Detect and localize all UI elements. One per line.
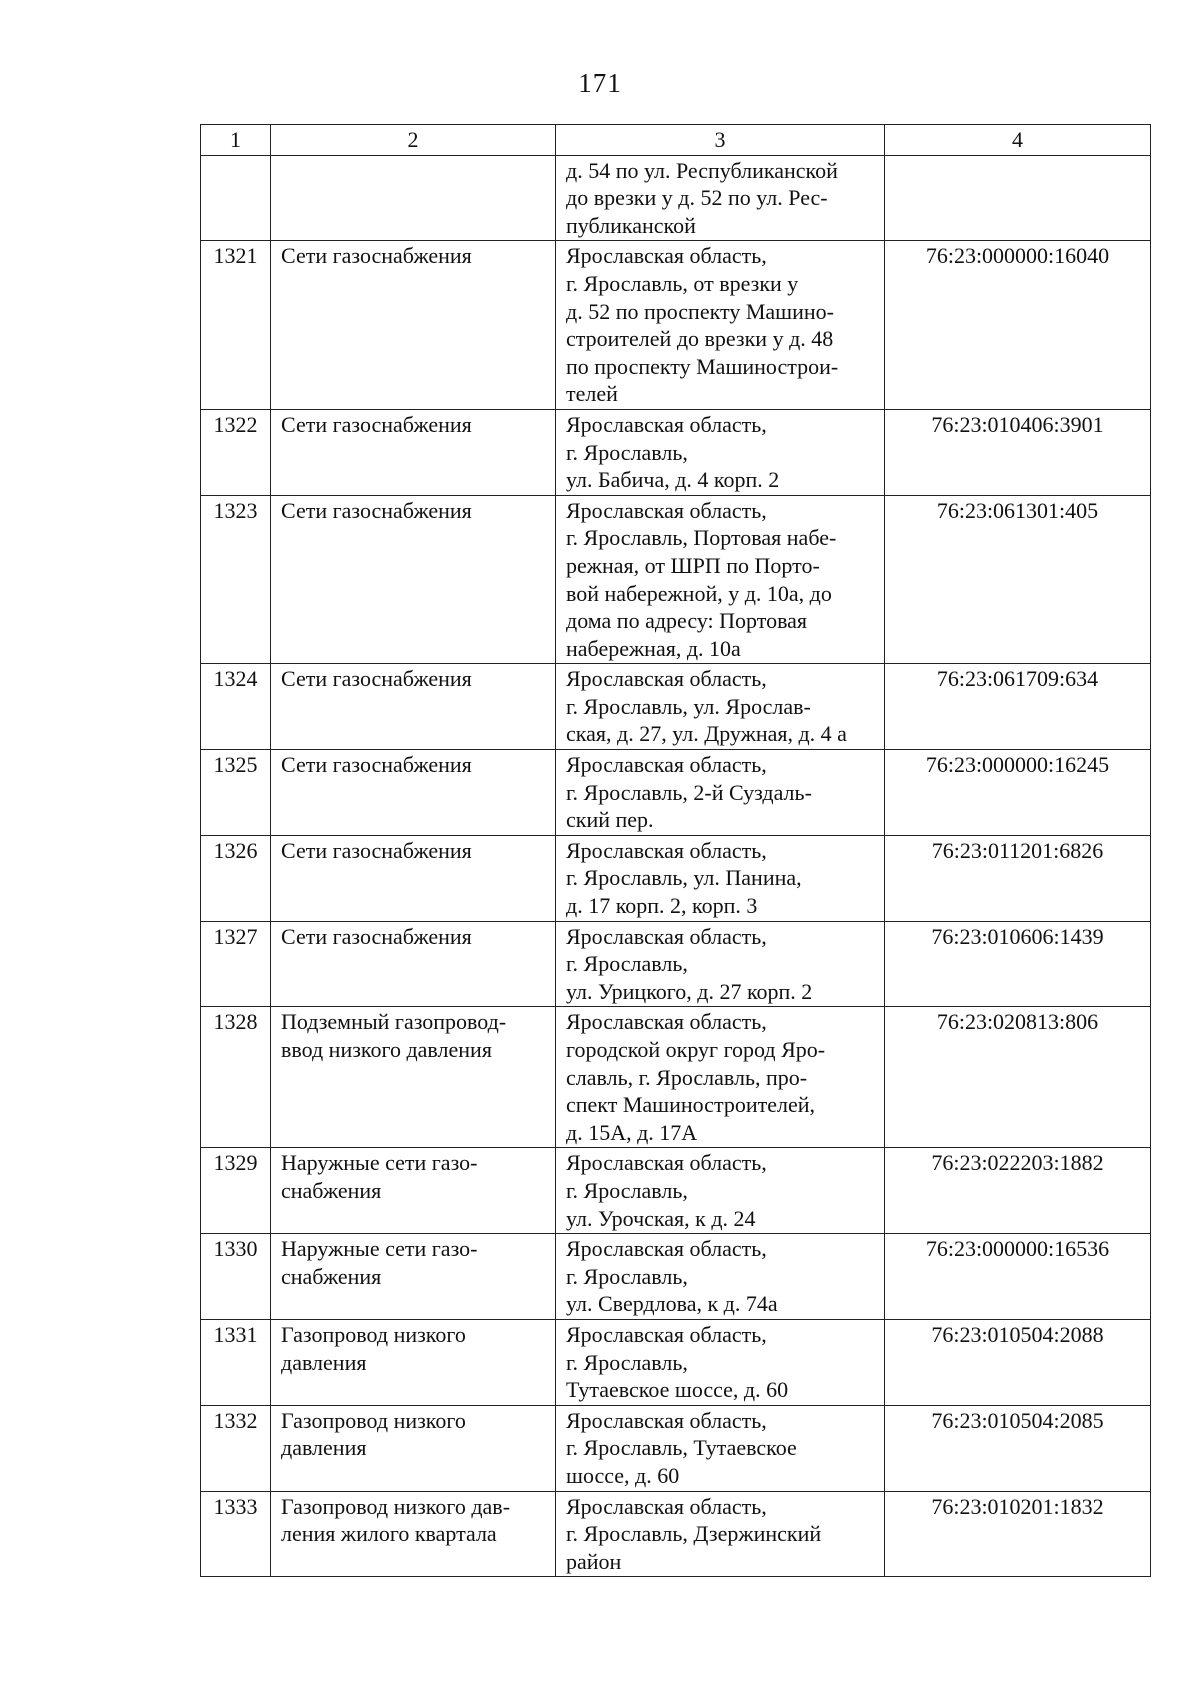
object-address-line: Ярославская область, [566, 666, 767, 692]
cadastral-number: 76:23:000000:16536 [885, 1234, 1151, 1320]
object-address-line: г. Ярославль, от врезки у [566, 270, 799, 296]
object-address-line: спект Машиностроителей, [566, 1092, 815, 1118]
row-number: 1330 [201, 1234, 271, 1320]
object-name-line: давления [281, 1435, 367, 1461]
object-address-line: публиканской [566, 212, 696, 238]
object-address-line: Ярославская область, [566, 1407, 767, 1433]
object-address-line: г. Ярославль, [566, 439, 688, 465]
object-name-line: Сети газоснабжения [281, 666, 472, 692]
object-address-line: г. Ярославль, [566, 1349, 688, 1375]
object-name-line: ления жилого квартала [281, 1521, 497, 1547]
row-number: 1329 [201, 1148, 271, 1234]
table-row [201, 1405, 1151, 1491]
row-number: 1325 [201, 750, 271, 836]
row-number: 1321 [201, 241, 271, 410]
object-name-line: Наружные сети газо- [281, 1150, 478, 1176]
object-address-line: г. Ярославль, ул. Ярослав- [566, 693, 811, 719]
row-number: 1331 [201, 1319, 271, 1405]
object-address-line: г. Ярославль, ул. Панина, [566, 865, 802, 891]
object-name-line: Наружные сети газо- [281, 1236, 478, 1262]
cadastral-number: 76:23:010201:1832 [885, 1491, 1151, 1577]
object-address-line: Ярославская область, [566, 1493, 767, 1519]
object-name [271, 664, 556, 750]
object-address-line: г. Ярославль, Тутаевское [566, 1435, 797, 1461]
object-address-line: Ярославская область, [566, 923, 767, 949]
object-address-line: строителей до врезки у д. 48 [566, 326, 834, 352]
table-row [201, 750, 1151, 836]
object-name-line: снабжения [281, 1177, 382, 1203]
row-number: 1332 [201, 1405, 271, 1491]
table-row [201, 1491, 1151, 1577]
table-row [201, 835, 1151, 921]
row-number [201, 155, 271, 241]
object-address-line: Ярославская область, [566, 1009, 767, 1035]
object-address-line: д. 15А, д. 17А [566, 1119, 698, 1145]
object-name-line: Сети газоснабжения [281, 837, 472, 863]
object-address [556, 750, 885, 836]
row-number: 1322 [201, 409, 271, 495]
object-name [271, 495, 556, 664]
object-name-line: Подземный газопровод- [281, 1009, 507, 1035]
object-name-line: снабжения [281, 1263, 382, 1289]
object-address-line: до врезки у д. 52 по ул. Рес- [566, 185, 828, 211]
object-address-line: г. Ярославль, 2-й Суздаль- [566, 779, 812, 805]
cadastral-number: 76:23:000000:16245 [885, 750, 1151, 836]
row-number: 1328 [201, 1007, 271, 1148]
column-header-1: 1 [201, 125, 271, 156]
object-address-line: д. 52 по проспекту Машино- [566, 298, 834, 324]
object-name-line: Сети газоснабжения [281, 497, 472, 523]
object-address-line: Ярославская область, [566, 1150, 767, 1176]
row-number: 1333 [201, 1491, 271, 1577]
object-address-line: район [566, 1548, 622, 1574]
table-row [201, 1007, 1151, 1148]
cadastral-number: 76:23:020813:806 [885, 1007, 1151, 1148]
object-address-line: ул. Урочская, к д. 24 [566, 1205, 756, 1231]
object-name-line: Сети газоснабжения [281, 923, 472, 949]
object-address-line: д. 54 по ул. Республиканской [566, 157, 838, 183]
object-name [271, 241, 556, 410]
cadastral-number: 76:23:010504:2085 [885, 1405, 1151, 1491]
cadastral-number: 76:23:061301:405 [885, 495, 1151, 664]
object-name [271, 921, 556, 1007]
cadastral-number [885, 155, 1151, 241]
object-address-line: ский пер. [566, 807, 654, 833]
object-address-line: по проспекту Машинострои- [566, 353, 839, 379]
column-header-4: 4 [885, 125, 1151, 156]
page-number: 171 [578, 68, 622, 98]
table-row [201, 921, 1151, 1007]
table-row [201, 664, 1151, 750]
table-row [201, 409, 1151, 495]
object-address-line: г. Ярославль, [566, 951, 688, 977]
table-row [201, 495, 1151, 664]
object-address-line: шоссе, д. 60 [566, 1462, 680, 1488]
object-name [271, 1491, 556, 1577]
object-address-line: ул. Бабича, д. 4 корп. 2 [566, 467, 780, 493]
object-name-line: Сети газоснабжения [281, 243, 472, 269]
row-number: 1326 [201, 835, 271, 921]
object-address [556, 921, 885, 1007]
object-address-line: г. Ярославль, Дзержинский [566, 1521, 822, 1547]
column-header-2: 2 [271, 125, 556, 156]
object-name-line: Сети газоснабжения [281, 752, 472, 778]
object-address-line: Ярославская область, [566, 1321, 767, 1347]
object-address-line: г. Ярославль, Портовая набе- [566, 525, 837, 551]
object-name-line: Газопровод низкого дав- [281, 1493, 511, 1519]
object-address-line: г. Ярославль, [566, 1263, 688, 1289]
object-name-line: Сети газоснабжения [281, 411, 472, 437]
object-address-line: режная, от ШРП по Порто- [566, 552, 820, 578]
object-address [556, 1319, 885, 1405]
table-row [201, 1148, 1151, 1234]
table-row [201, 241, 1151, 410]
cadastral-number: 76:23:000000:16040 [885, 241, 1151, 410]
row-number: 1324 [201, 664, 271, 750]
object-address-line: Ярославская область, [566, 243, 767, 269]
cadastral-number: 76:23:011201:6826 [885, 835, 1151, 921]
object-address [556, 1405, 885, 1491]
object-address [556, 495, 885, 664]
object-address [556, 664, 885, 750]
object-address-line: Ярославская область, [566, 411, 767, 437]
registry-table [200, 124, 1151, 1577]
object-address-line: Ярославская область, [566, 837, 767, 863]
object-address-line: вой набережной, у д. 10а, до [566, 580, 832, 606]
object-address-line: Ярославская область, [566, 1236, 767, 1262]
object-address-line: ул. Урицкого, д. 27 корп. 2 [566, 978, 813, 1004]
object-address [556, 1234, 885, 1320]
object-address [556, 835, 885, 921]
cadastral-number: 76:23:010504:2088 [885, 1319, 1151, 1405]
object-address-line: славль, г. Ярославль, про- [566, 1064, 808, 1090]
object-name [271, 1319, 556, 1405]
object-address-line: ул. Свердлова, к д. 74а [566, 1291, 778, 1317]
object-address [556, 1491, 885, 1577]
object-address [556, 155, 885, 241]
header-row [201, 125, 1151, 156]
object-address [556, 241, 885, 410]
object-name [271, 1405, 556, 1491]
object-name-line: давления [281, 1349, 367, 1375]
cadastral-number: 76:23:022203:1882 [885, 1148, 1151, 1234]
object-name-line: ввод низкого давления [281, 1037, 492, 1062]
object-address-line: Ярославская область, [566, 497, 767, 523]
object-address [556, 1007, 885, 1148]
object-name [271, 1007, 556, 1148]
column-header-3: 3 [556, 125, 885, 156]
object-name [271, 409, 556, 495]
object-name [271, 1234, 556, 1320]
object-address-line: г. Ярославль, [566, 1177, 688, 1203]
object-name [271, 155, 556, 241]
cadastral-number: 76:23:061709:634 [885, 664, 1151, 750]
object-address [556, 1148, 885, 1234]
object-name [271, 1148, 556, 1234]
object-address-line: ская, д. 27, ул. Дружная, д. 4 а [566, 721, 847, 747]
object-address-line: Тутаевское шоссе, д. 60 [566, 1377, 789, 1403]
object-address-line: телей [566, 381, 618, 407]
object-address-line: дома по адресу: Портовая [566, 608, 808, 634]
row-number: 1327 [201, 921, 271, 1007]
object-address-line: набережная, д. 10а [566, 635, 741, 661]
object-address-line: д. 17 корп. 2, корп. 3 [566, 893, 758, 919]
object-name [271, 750, 556, 836]
cadastral-number: 76:23:010406:3901 [885, 409, 1151, 495]
object-name-line: Газопровод низкого [281, 1407, 466, 1433]
table-row [201, 1319, 1151, 1405]
table-row [201, 1234, 1151, 1320]
object-name-line: Газопровод низкого [281, 1321, 466, 1347]
table-row [201, 155, 1151, 241]
cadastral-number: 76:23:010606:1439 [885, 921, 1151, 1007]
object-address [556, 409, 885, 495]
object-address-line: городской округ город Яро- [566, 1037, 826, 1062]
object-address-line: Ярославская область, [566, 752, 767, 778]
object-name [271, 835, 556, 921]
row-number: 1323 [201, 495, 271, 664]
table-body [201, 125, 1151, 1577]
